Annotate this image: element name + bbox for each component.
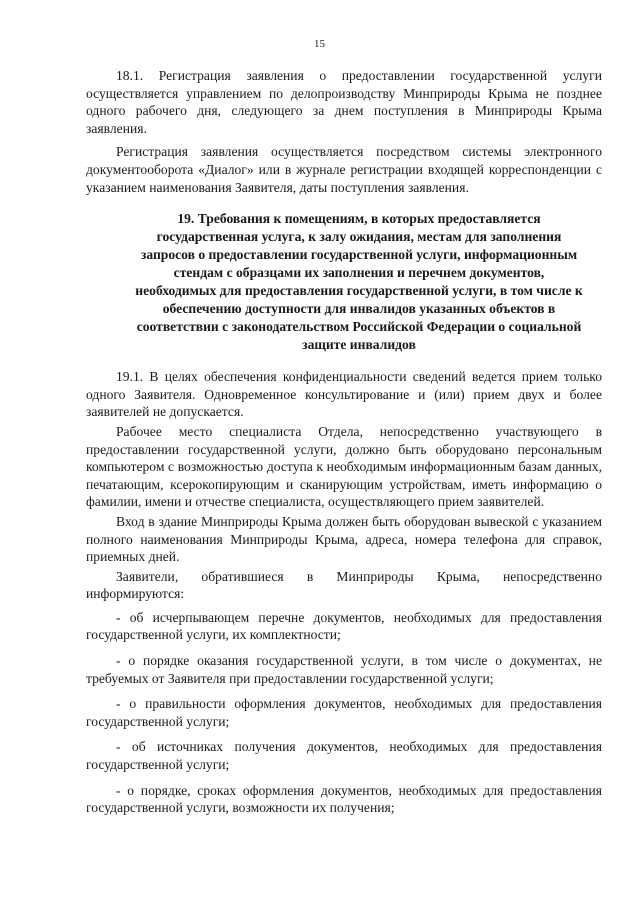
paragraph-18-1: 18.1. Регистрация заявления о предоставлении государственной услуги осуществляется управлением по делопроизводству Минприроды Крыма не позднее одного рабочего дня, следующего за днем поступления в Минприроды Крыма заявления. [86, 68, 602, 136]
list-item: - об источниках получения документов, необходимых для предоставления государственной услуги; [86, 739, 602, 773]
paragraph-entrance: Вход в здание Минприроды Крыма должен быть оборудован вывеской с указанием полного наименования Минприроды Крыма, адреса, номера телефона для справок, приемных дней. [86, 513, 602, 565]
list-item: - о порядке оказания государственной услуги, в том числе о документах, не требуемых от Заявителя при предоставлении государственной услуги; [86, 653, 602, 686]
paragraph-workplace: Рабочее место специалиста Отдела, непосредственно участвующего в предоставлении государственной услуги, должно быть оборудовано персональным компьютером с возможностью доступа к необходимым информационным базам данных, печатающим, ксерокопирующим и сканирующим устройствам, иметь информацию о фамилии, имени и отчестве специалиста, осуществляющего прием заявителей. [86, 423, 602, 510]
list-item: - о правильности оформления документов, необходимых для предоставления государственной услуги; [86, 696, 602, 729]
document-body [86, 67, 602, 825]
page-number: 15 [314, 38, 325, 50]
paragraph-informed: Заявители, обратившиеся в Минприроды Крыма, непосредственно информируются: [86, 568, 602, 602]
paragraph-registration: Регистрация заявления осуществляется посредством системы электронного документооборота «Диалог» или в журнале регистрации входящей корреспонденции с указанием наименования Заявителя, даты поступления заявления. [86, 144, 602, 195]
paragraph-19-1: 19.1. В целях обеспечения конфиденциальности сведений ведется прием только одного Заявителя. Одновременное консультирование и (или) прием двух и более заявителей не допускается. [86, 369, 602, 420]
list-item: - об исчерпывающем перечне документов, необходимых для предоставления государственной услуги, их комплектности; [86, 609, 602, 643]
section-heading-19: 19. Требования к помещениям, в которых предоставляется государственная услуга, к залу ожидания, местам для заполнения запросов о предоставлении государственной услуги, информационным стендам с образцами их заполнения и перечнем документов, необходимых для предоставления государственной услуги, в том числе к обеспечению доступности для инвалидов указанных объектов в соответствии с законодательством Российской Федерации о социальной защите инвалидов [135, 211, 583, 353]
list-item: - о порядке, сроках оформления документов, необходимых для предоставления государственной услуги, возможности их получения; [86, 782, 602, 816]
